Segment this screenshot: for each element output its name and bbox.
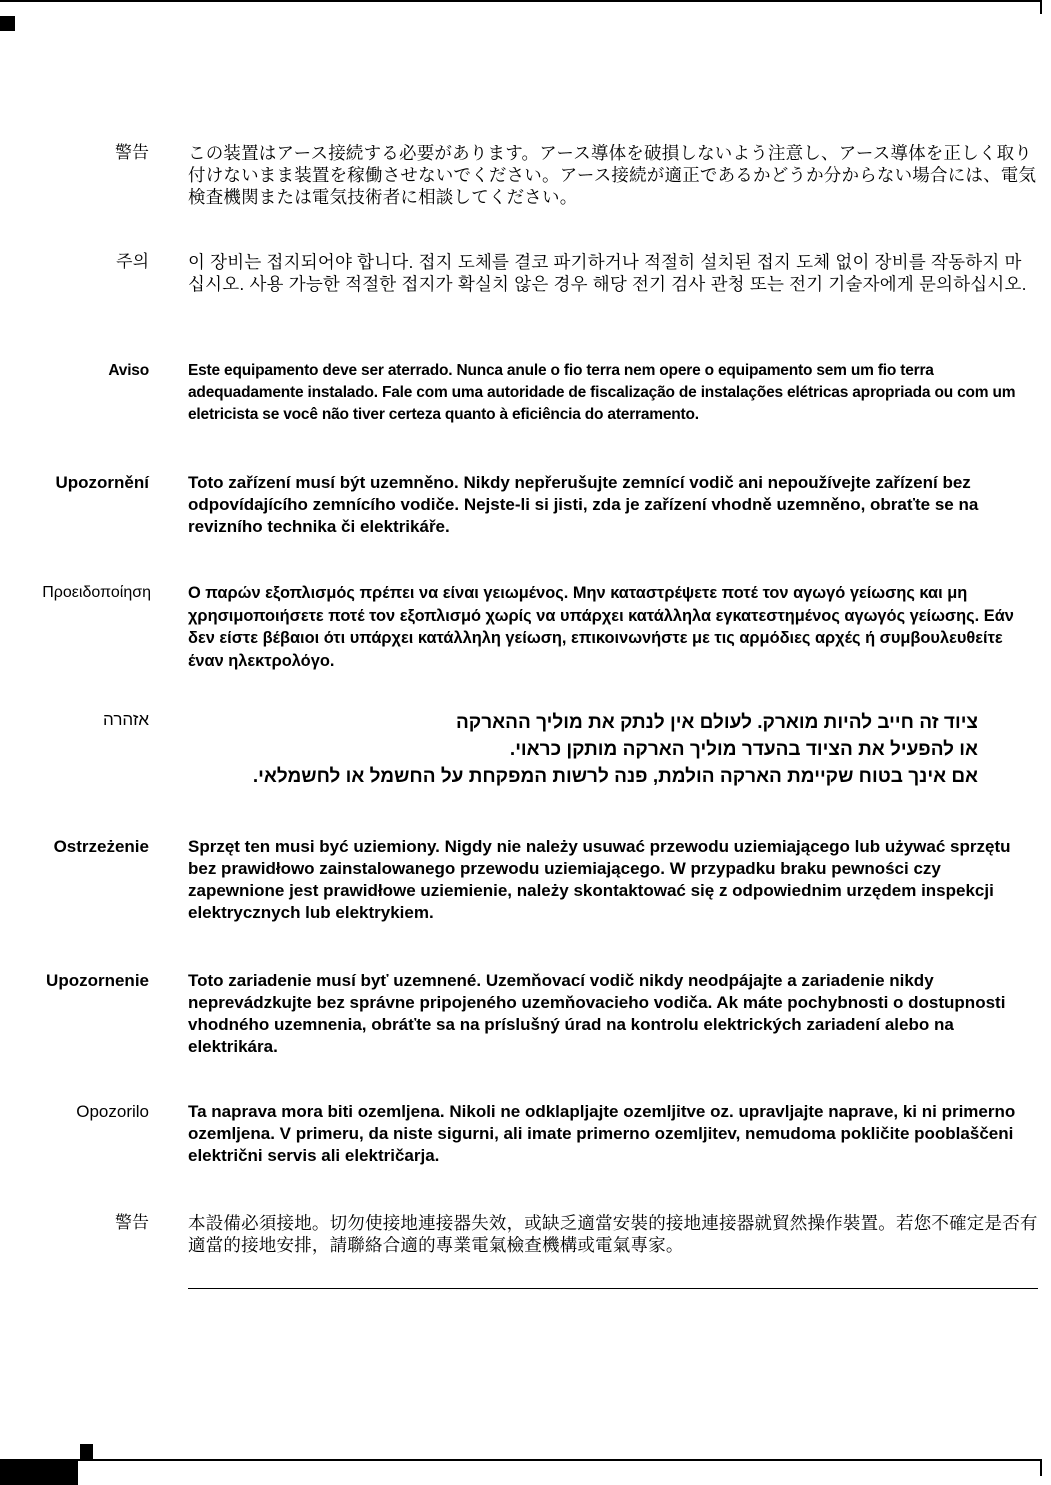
footer-rule-tick: [1040, 1461, 1042, 1476]
header-corner-mark: [0, 16, 15, 31]
hebrew-line: ציוד זה חייב להיות מוארק. לעולם אין לנתק את מוליך ההארקה: [455, 712, 978, 733]
footer-page-block: [0, 1461, 78, 1485]
warning-text: 이 장비는 접지되어야 합니다. 접지 도체를 결코 파기하거나 적절히 설치된 접지 도체 없이 장비를 작동하지 마십시오. 사용 가능한 적절한 접지가 확실치 않은 경우 해당 전기 검사 관청 또는 전기 기술자에게 문의하십시오.: [188, 252, 1027, 294]
warning-label: 警告: [115, 143, 149, 162]
warning-label: Ostrzeżenie: [53, 837, 149, 856]
warning-text: 本設備必須接地。切勿使接地連接器失效，或缺乏適當安裝的接地連接器就貿然操作裝置。若您不確定是否有適當的接地安排，請聯絡合適的專業電氣檢查機構或電氣專家。: [188, 1213, 1038, 1255]
header-rule: [0, 0, 1042, 2]
header-rule-tick: [1040, 0, 1042, 14]
warning-label: Προειδοποίηση: [42, 584, 151, 601]
warning-label: Upozornenie: [46, 971, 149, 990]
content-end-rule: [188, 1288, 1038, 1289]
footer-corner-mark: [80, 1444, 93, 1459]
warning-text: Este equipamento deve ser aterrado. Nunca anule o fio terra nem opere o equipamento sem um fio terra adequadamente instalado. Fale com uma autoridade de fiscalização de instalações elétricas apropriada ou com um eletricista se você não tiver certeza quanto à eficiência do aterramento.: [188, 362, 1016, 423]
warning-label: 警告: [115, 1213, 149, 1232]
warning-text: [170, 709, 978, 790]
warning-text: Toto zariadenie musí byť uzemnené. Uzemňovací vodič nikdy neodpájajte a zariadenie nikdy neprevádzkujte bez správne pripojeného uzemňovacieho vodiča. Ak máte pochybnosti o dostupnosti vhodného uzemnenia, obráťte sa na príslušný úrad na kontrolu elektrických zariadení alebo na elektrikára.: [188, 971, 1006, 1056]
warning-label: 주의: [116, 252, 149, 271]
warning-label: אזהרה: [103, 710, 149, 729]
hebrew-line: אם אינך בטוח שקיימת הארקה הולמת, פנה לרשות המפקחת על החשמל או לחשמלאי.: [252, 766, 978, 787]
warning-text: Ta naprava mora biti ozemljena. Nikoli ne odklapljajte ozemljitve oz. upravljajte naprave, ki ni primerno ozemljena. V primeru, da niste sigurni, ali imate primerno ozemljitev, nemudoma pokličite pooblaščeni električni servis ali električarja.: [188, 1102, 1016, 1165]
warning-text: この装置はアース接続する必要があります。アース導体を破損しないよう注意し、アース導体を正しく取り付けないまま装置を稼働させないでください。アース接続が適正であるかどうか分からない場合には、電気検査機関または電気技術者に相談してください。: [188, 143, 1037, 207]
warning-text: Ο παρών εξοπλισμός πρέπει να είναι γειωμένος. Μην καταστρέψετε ποτέ τον αγωγό γείωσης και μη χρησιμοποιήσετε ποτέ τον εξοπλισμό χωρίς να υπάρχει κατάλληλα εγκατεστημένος αγωγός γείωσης. Εάν δεν είστε βέβαιοι ότι υπάρχει κατάλληλη γείωση, επικοινωνήστε με τις αρμόδιες αρχές ή συμβουλευθείτε έναν ηλεκτρολόγο.: [188, 584, 1014, 670]
hebrew-line: או להפעיל את הציוד בהעדר מוליך הארקה מותקן כראוי.: [509, 739, 978, 760]
warning-text: Sprzęt ten musi być uziemiony. Nigdy nie należy usuwać przewodu uziemiającego lub używać sprzętu bez prawidłowo zainstalowanego przewodu uziemiającego. W przypadku braku pewności czy zapewnione jest prawidłowe uziemienie, należy skontaktować się z odpowiednim urzędem inspekcji elektrycznych lub elektrykiem.: [188, 837, 1011, 922]
warning-label: Opozorilo: [76, 1102, 149, 1121]
footer-rule: [0, 1459, 1042, 1461]
warning-label: Aviso: [108, 362, 149, 379]
warning-text: Toto zařízení musí být uzemněno. Nikdy nepřerušujte zemnící vodič ani nepoužívejte zařízení bez odpovídajícího zemnícího vodiče. Nejste-li si jisti, zda je zařízení vhodně uzemněno, obraťte se na revizního technika či elektrikáře.: [188, 473, 979, 536]
warning-label: Upozornění: [55, 473, 149, 492]
